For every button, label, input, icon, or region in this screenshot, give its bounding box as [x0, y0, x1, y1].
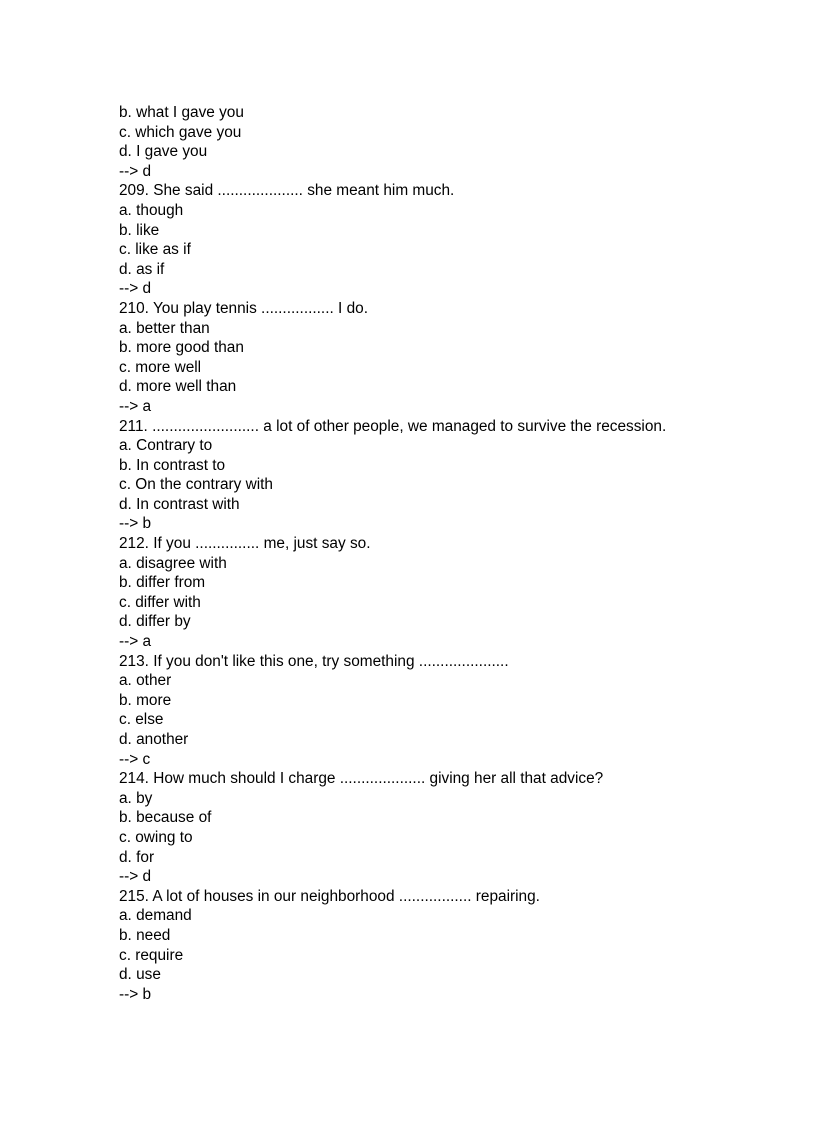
option-line: b. more [119, 691, 172, 709]
question-line: 212. If you ............... me, just say so. [119, 535, 371, 553]
answer-line: --> d [119, 280, 152, 298]
answer-line: --> d [119, 868, 152, 886]
question-line: 215. A lot of houses in our neighborhood ................. repairing. [119, 887, 540, 905]
option-line: b. In contrast to [119, 456, 226, 474]
option-line: c. On the contrary with [119, 476, 273, 494]
answer-line: --> a [119, 633, 152, 651]
option-line: b. because of [119, 809, 212, 827]
option-line: c. like as if [119, 241, 191, 259]
option-line: d. another [119, 731, 189, 748]
option-line: d. differ by [119, 613, 191, 631]
option-line: c. which gave you [119, 123, 242, 141]
answer-line: --> a [119, 397, 152, 415]
option-line: b. like [119, 221, 160, 239]
option-line: a. though [119, 201, 184, 219]
option-line: c. else [119, 711, 164, 729]
option-line: b. what I gave you [119, 104, 244, 121]
answer-line: --> b [119, 985, 152, 1003]
option-line: b. more good than [119, 339, 244, 357]
option-line: d. more well than [119, 378, 237, 396]
option-line: c. more well [119, 358, 202, 376]
option-line: d. I gave you [119, 143, 208, 161]
question-line: 210. You play tennis ................. I do. [119, 299, 368, 317]
question-line: 214. How much should I charge .................... giving her all that advice? [119, 770, 604, 788]
option-line: c. require [119, 946, 184, 964]
question-line: 209. She said .................... she meant him much. [119, 182, 455, 200]
option-line: a. other [119, 672, 172, 690]
option-line: a. better than [119, 319, 210, 337]
option-line: a. by [119, 789, 153, 807]
option-line: d. In contrast with [119, 495, 240, 513]
option-line: a. disagree with [119, 554, 227, 572]
option-line: a. demand [119, 907, 192, 925]
option-line: c. owing to [119, 828, 193, 846]
option-line: d. as if [119, 260, 165, 278]
question-line: 211. ......................... a lot of other people, we managed to survive the recession. [119, 417, 667, 435]
option-line: c. differ with [119, 593, 201, 611]
option-line: d. for [119, 848, 155, 866]
option-line: b. differ from [119, 574, 206, 592]
answer-line: --> c [119, 750, 151, 768]
option-line: b. need [119, 926, 171, 944]
answer-line: --> b [119, 515, 152, 533]
answer-line: --> d [119, 162, 152, 180]
question-line: 213. If you don't like this one, try something ..................... [119, 652, 509, 670]
option-line: d. use [119, 966, 161, 984]
option-line: a. Contrary to [119, 437, 213, 455]
document-body [119, 103, 759, 1004]
